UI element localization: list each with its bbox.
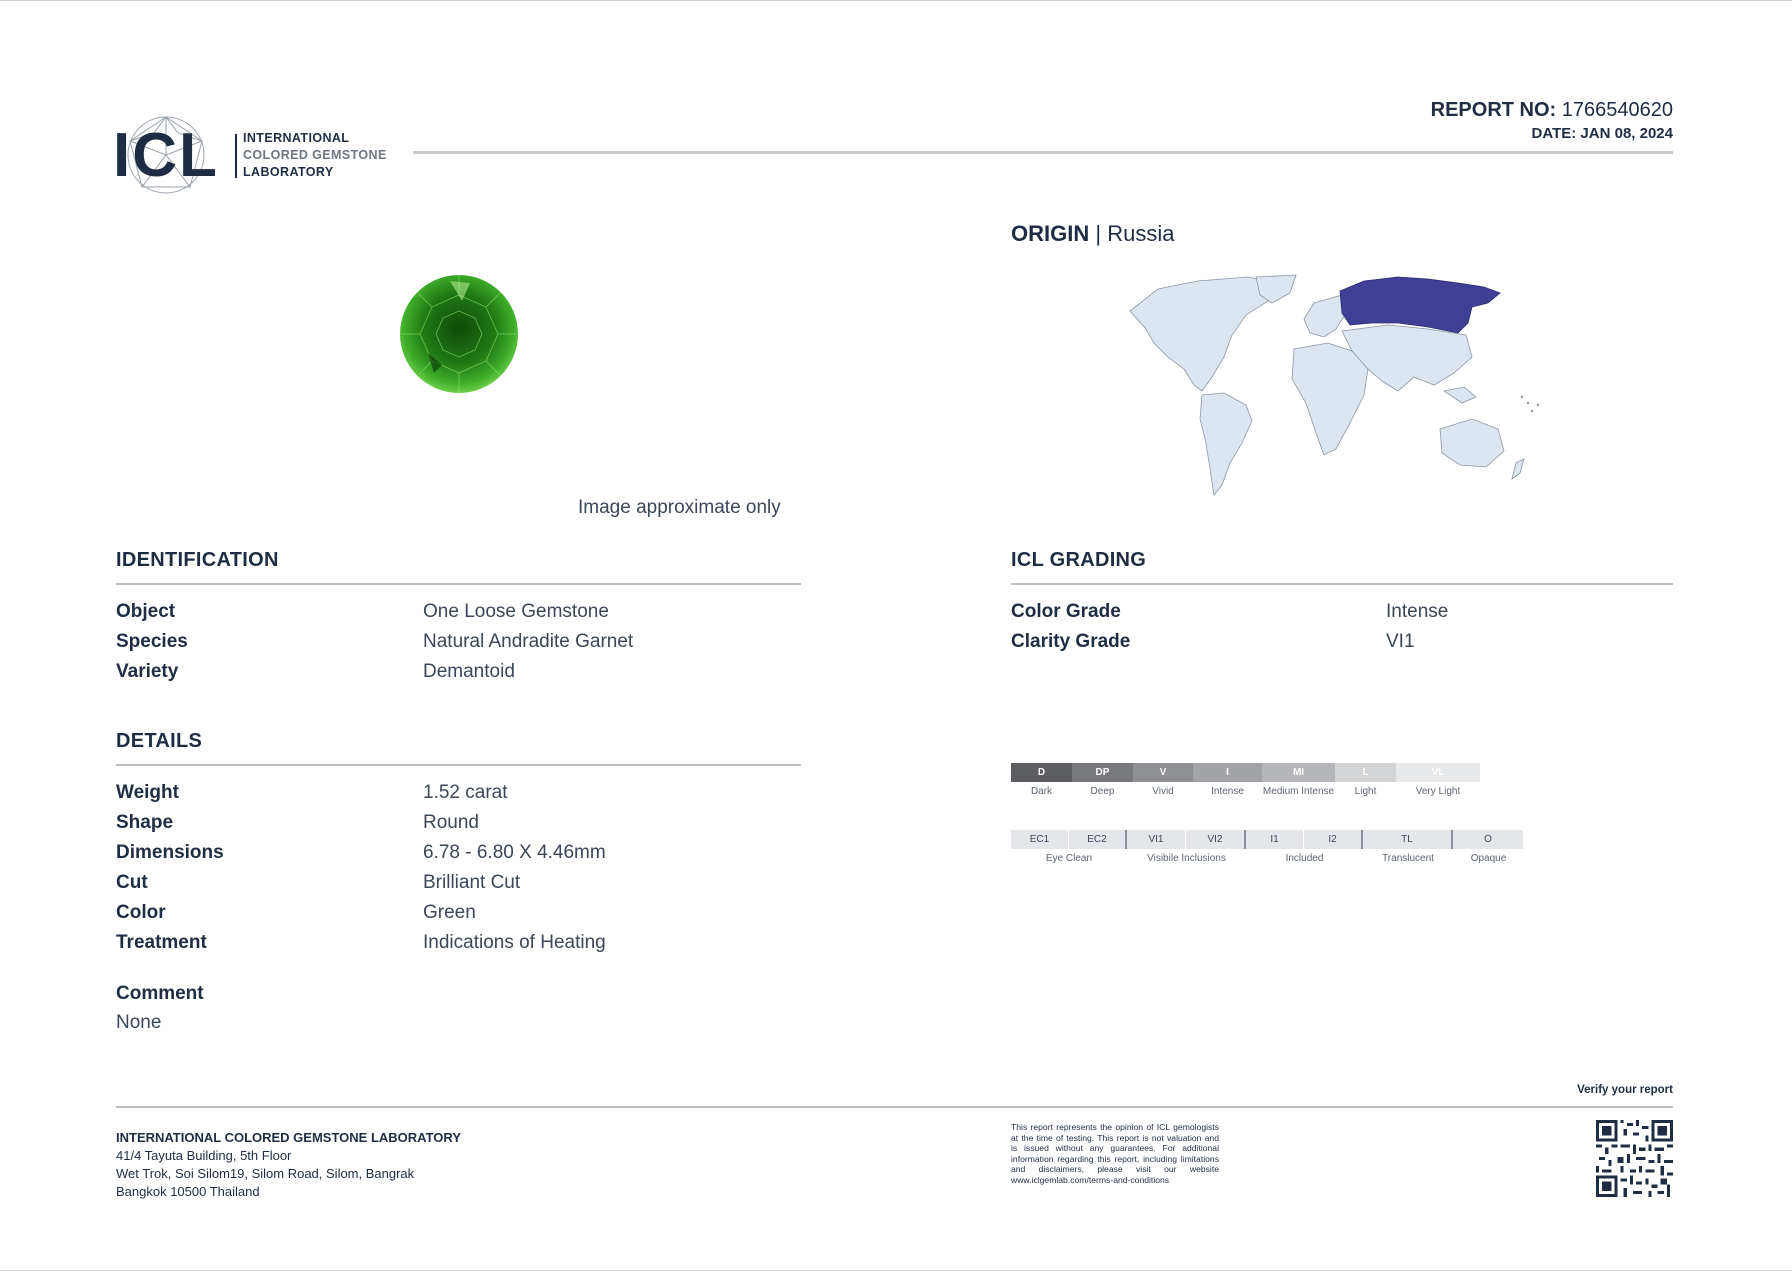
details-value: 6.78 - 6.80 X 4.46mm — [423, 842, 606, 863]
verify-report-link[interactable]: Verify your report — [1577, 1084, 1673, 1096]
color-scale-cell: DP — [1072, 763, 1133, 782]
qr-code-icon[interactable] — [1596, 1120, 1673, 1197]
clarity-scale-cell: I1 — [1246, 830, 1304, 849]
clarity-scale-cell: TL — [1363, 830, 1453, 849]
color-scale-label: Deep — [1090, 786, 1115, 797]
color-scale-label: Light — [1354, 786, 1377, 797]
lab-name-line: INTERNATIONAL — [243, 131, 350, 145]
address-line: Bangkok 10500 Thailand — [116, 1184, 260, 1199]
image-note: Image approximate only — [578, 497, 781, 518]
color-scale-label: Medium Intense — [1262, 786, 1335, 797]
color-scale-label: Vivid — [1152, 786, 1174, 797]
color-scale-cell: I — [1193, 763, 1262, 782]
origin-label: ORIGIN — [1011, 221, 1090, 246]
clarity-scale-cell: O — [1453, 830, 1524, 849]
grading-key: Color Grade — [1011, 601, 1121, 622]
lab-name-line: COLORED GEMSTONE — [243, 148, 387, 162]
details-value: 1.52 carat — [423, 782, 508, 803]
origin-country: Russia — [1107, 221, 1175, 246]
color-scale-cell: V — [1133, 763, 1193, 782]
clarity-scale-cell: EC2 — [1069, 830, 1127, 849]
report-number-value: 1766540620 — [1561, 99, 1673, 121]
details-value: Indications of Heating — [423, 932, 606, 953]
address-line: 41/4 Tayuta Building, 5th Floor — [116, 1148, 292, 1163]
details-key: Dimensions — [116, 842, 224, 863]
grading-key: Clarity Grade — [1011, 631, 1131, 652]
details-rule — [116, 764, 801, 766]
clarity-scale-label: Included — [1285, 853, 1324, 864]
world-map — [1128, 273, 1548, 498]
lab-address — [116, 1129, 461, 1201]
grading-value: Intense — [1386, 601, 1449, 622]
identification-key: Variety — [116, 661, 179, 682]
details-title: DETAILS — [116, 730, 203, 752]
color-scale-cell: VL — [1396, 763, 1480, 782]
logo-divider — [235, 134, 237, 178]
color-scale-cell: D — [1011, 763, 1072, 782]
clarity-scale-cell: VI2 — [1186, 830, 1246, 849]
comment-label: Comment — [116, 983, 204, 1004]
clarity-scale-cell: EC1 — [1011, 830, 1069, 849]
clarity-scale-label: Visibile Inclusions — [1147, 853, 1226, 864]
grading-value: VI1 — [1386, 631, 1415, 652]
lab-name — [243, 130, 387, 181]
identification-value: Demantoid — [423, 661, 515, 682]
address-line: Wet Trok, Soi Silom19, Silom Road, Silom, Bangrak — [116, 1166, 415, 1181]
lab-name-line: LABORATORY — [243, 165, 334, 179]
header-rule — [413, 151, 1673, 154]
origin-heading — [1011, 221, 1174, 247]
origin-separator: | — [1095, 221, 1102, 246]
clarity-grade-scale — [1011, 830, 1524, 849]
details-key: Shape — [116, 812, 174, 833]
details-key: Cut — [116, 872, 148, 893]
grading-rule — [1011, 583, 1673, 585]
identification-title: IDENTIFICATION — [116, 549, 279, 571]
clarity-scale-label: Eye Clean — [1045, 853, 1093, 864]
report-number-label: REPORT NO: — [1430, 99, 1557, 121]
color-scale-label: Intense — [1211, 786, 1244, 797]
footer-rule — [116, 1106, 1673, 1108]
logo-letters: ICL — [113, 121, 219, 190]
details-value: Round — [423, 812, 479, 833]
color-scale-cell: MI — [1262, 763, 1335, 782]
disclaimer-text: This report represents the opinion of ICL gemologists at the time of testing. This report is not valuation and is issued without any guarantees. For additional information regarding this report, including limitations and disclaimers, please visit our website www.iclgemlab.com/terms-and-conditions — [1011, 1122, 1219, 1185]
details-key: Color — [116, 902, 166, 923]
identification-value: One Loose Gemstone — [423, 601, 609, 622]
details-key: Treatment — [116, 932, 207, 953]
identification-key: Object — [116, 601, 176, 622]
details-value: Green — [423, 902, 476, 923]
details-value: Brilliant Cut — [423, 872, 521, 893]
grading-title: ICL GRADING — [1011, 549, 1147, 571]
identification-key: Species — [116, 631, 188, 652]
color-scale-label: Very Light — [1415, 786, 1461, 797]
color-grade-scale — [1011, 763, 1480, 782]
clarity-scale-label: Translucent — [1382, 853, 1434, 864]
report-date: DATE: JAN 08, 2024 — [1531, 125, 1673, 142]
identification-rule — [116, 583, 801, 585]
report-number — [1431, 99, 1673, 122]
details-key: Weight — [116, 782, 179, 803]
color-scale-cell: L — [1335, 763, 1396, 782]
comment-value: None — [116, 1012, 162, 1033]
clarity-scale-label: Opaque — [1470, 853, 1507, 864]
clarity-scale-cell: VI1 — [1127, 830, 1186, 849]
color-scale-label: Dark — [1030, 786, 1053, 797]
address-line: INTERNATIONAL COLORED GEMSTONE LABORATORY — [116, 1130, 461, 1145]
gemstone-image — [398, 273, 520, 395]
clarity-scale-cell: I2 — [1304, 830, 1363, 849]
identification-value: Natural Andradite Garnet — [423, 631, 634, 652]
